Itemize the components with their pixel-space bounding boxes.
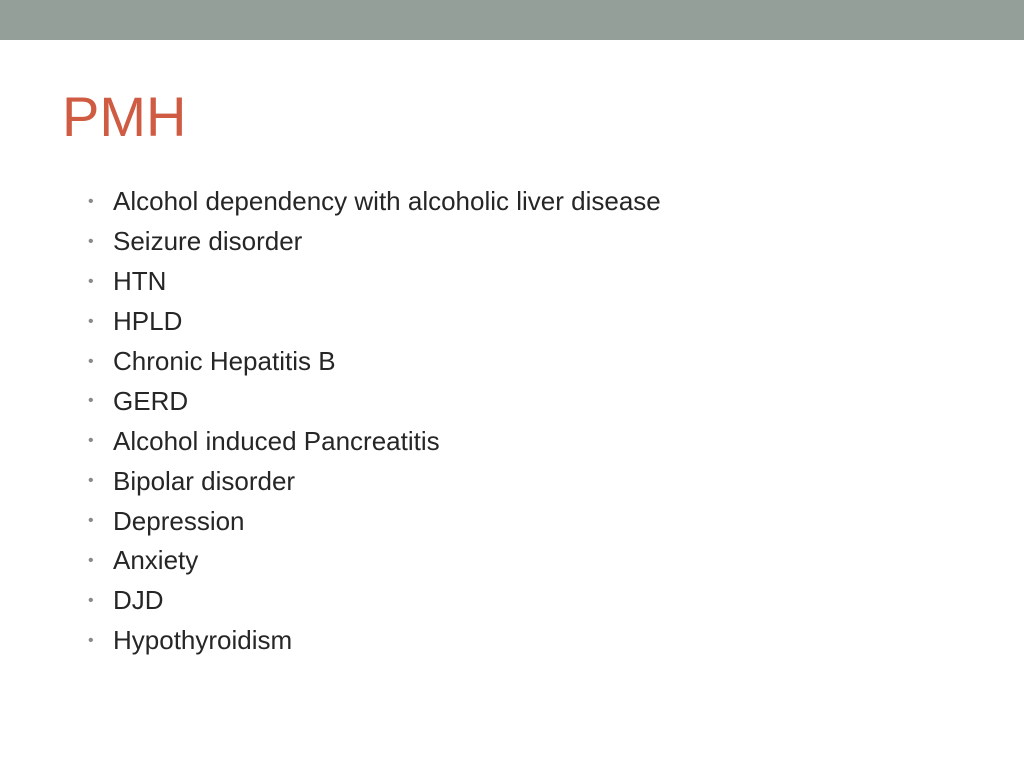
- bullet-dot-icon: •: [88, 312, 94, 330]
- bullet-item: [88, 541, 661, 581]
- bullet-text: GERD: [113, 385, 189, 416]
- bullet-text: Alcohol induced Pancreatitis: [113, 425, 440, 456]
- bullet-item: [88, 182, 661, 222]
- bullet-text: Chronic Hepatitis B: [113, 346, 336, 376]
- bullet-text: DJD: [113, 585, 164, 616]
- bullet-text: Depression: [113, 505, 245, 536]
- bullet-text: HTN: [113, 266, 167, 297]
- bullet-dot-icon: •: [88, 272, 94, 290]
- bullet-dot-icon: •: [88, 551, 94, 569]
- bullet-item: [88, 501, 661, 541]
- bullet-text: Bipolar disorder: [113, 465, 296, 496]
- bullet-item: [88, 222, 661, 262]
- bullet-text: Hypothyroidism: [113, 625, 293, 656]
- bullet-dot-icon: •: [88, 432, 94, 450]
- slide-title: PMH: [62, 85, 187, 148]
- bullet-item: [88, 461, 661, 501]
- bullet-text: Alcohol dependency with alcoholic liver disease: [113, 186, 661, 217]
- bullet-dot-icon: •: [88, 352, 94, 370]
- bullet-dot-icon: •: [88, 472, 94, 490]
- bullet-dot-icon: •: [88, 591, 94, 609]
- bullet-item: [88, 581, 661, 621]
- bullet-item: [88, 621, 661, 661]
- bullet-dot-icon: •: [88, 192, 94, 210]
- bullet-item: [88, 421, 661, 461]
- bullet-dot-icon: •: [88, 512, 94, 530]
- bullet-list: [88, 182, 661, 661]
- bullet-text: Seizure disorder: [113, 226, 303, 257]
- bullet-dot-icon: •: [88, 232, 94, 250]
- bullet-dot-icon: •: [88, 392, 94, 410]
- top-accent-bar: [0, 0, 1024, 40]
- bullet-item: [88, 262, 661, 302]
- bullet-dot-icon: •: [88, 631, 94, 649]
- bullet-item: [88, 381, 661, 421]
- bullet-item: [88, 342, 661, 382]
- bullet-text: Anxiety: [113, 545, 199, 576]
- bullet-item: [88, 302, 661, 342]
- bullet-text: HPLD: [113, 306, 183, 337]
